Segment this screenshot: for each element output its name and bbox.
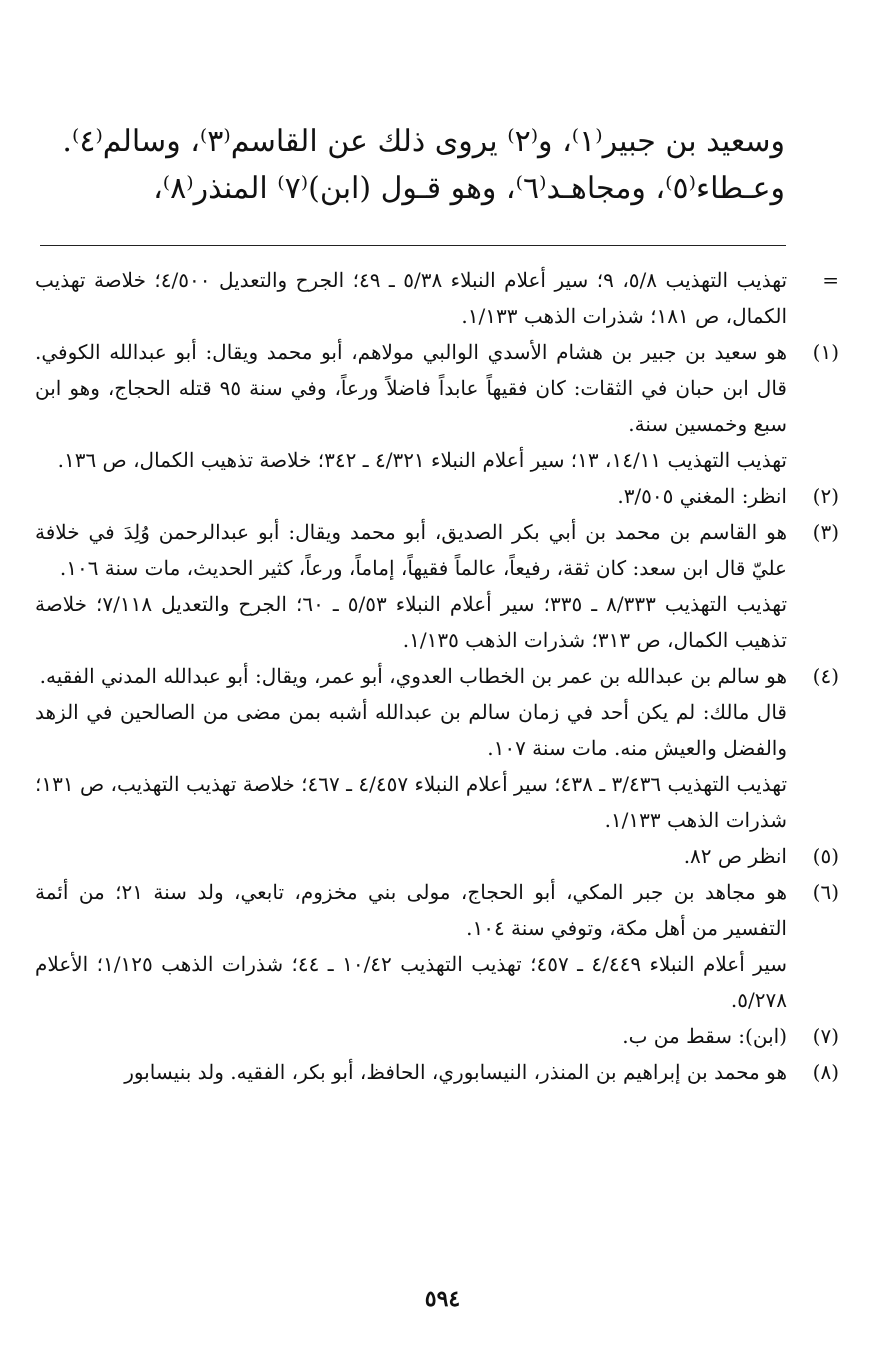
page-number: ٥٩٤	[424, 1286, 461, 1312]
footnote-1	[35, 334, 839, 478]
footnote-8	[35, 1054, 839, 1090]
footnote-paragraph: انظر ص ٨٢.	[683, 844, 787, 868]
footnote-paragraph: هو محمد بن إبراهيم بن المنذر، النيسابوري، الحافظ، أبو بكر، الفقيه. ولد بنيسابور	[124, 1060, 787, 1084]
footnote-marker: (٨)	[812, 1060, 839, 1084]
footnote-marker: (٧)	[812, 1024, 839, 1048]
footnote-2	[35, 478, 839, 514]
footnote-marker: (٢)	[812, 484, 839, 508]
footnote-divider	[40, 245, 786, 246]
footnote-marker: (٥)	[812, 844, 839, 868]
footnote-paragraph: انظر: المغني ٣/٥٠٥.	[617, 484, 787, 508]
footnote-marker: (٤)	[812, 664, 839, 688]
footnote-paragraph: سير أعلام النبلاء ٤/٤٤٩ ـ ٤٥٧؛ تهذيب التهذيب ١٠/٤٢ ـ ٤٤؛ شذرات الذهب ١/١٢٥؛ الأعلام ٥/٢٧٨.	[35, 952, 788, 1012]
footnote-6	[35, 874, 839, 1018]
footnote-marker: =	[822, 268, 839, 292]
footnote-5	[35, 838, 839, 874]
footnotes	[35, 262, 839, 1090]
footnote-paragraph: تهذيب التهذيب ٣/٤٣٦ ـ ٤٣٨؛ سير أعلام النبلاء ٤/٤٥٧ ـ ٤٦٧؛ خلاصة تهذيب التهذيب، ص ١٣١؛ شذرات الذهب ١/١٣٣.	[35, 772, 788, 832]
footnote-paragraph: تهذيب التهذيب ٨/٣٣٣ ـ ٣٣٥؛ سير أعلام النبلاء ٥/٥٣ ـ ٦٠؛ الجرح والتعديل ٧/١١٨؛ خلاصة تذهيب الكمال، ص ٣١٣؛ شذرات الذهب ١/١٣٥.	[35, 592, 788, 652]
footnote-marker: (١)	[812, 340, 839, 364]
footnote-4	[35, 658, 839, 838]
footnote-marker: (٣)	[812, 520, 839, 544]
main-text-line: وسعيد بن جبير⁽١⁾، و⁽٢⁾ يروى ذلك عن القاسم⁽٣⁾، وسالم⁽٤⁾.	[62, 124, 785, 159]
footnote-marker: (٦)	[812, 880, 839, 904]
footnote-3	[35, 514, 839, 658]
footnote-paragraph: تهذيب التهذيب ١٤/١١، ١٣؛ سير أعلام النبلاء ٤/٣٢١ ـ ٣٤٢؛ خلاصة تذهيب الكمال، ص ١٣٦.	[57, 448, 787, 472]
footnote-paragraph: تهذيب التهذيب ٥/٨، ٩؛ سير أعلام النبلاء ٥/٣٨ ـ ٤٩؛ الجرح والتعديل ٤/٥٠٠؛ خلاصة تهذيب الكمال، ص ١٨١؛ شذرات الذهب ١/١٣٣.	[35, 268, 788, 328]
footnote-paragraph: هو مجاهد بن جبر المكي، أبو الحجاج، مولى بني مخزوم، تابعي، ولد سنة ٢١؛ من أئمة التفسير من أهل مكة، وتوفي سنة ١٠٤.	[35, 880, 787, 940]
footnote-7	[35, 1018, 839, 1054]
footnote-paragraph: هو سعيد بن جبير بن هشام الأسدي الوالبي مولاهم، أبو محمد ويقال: أبو عبدالله الكوفي. قال ابن حبان في الثقات: كان فقيهاً عابداً فاضلاً ورعاً، وفي سنة ٩٥ قتله الحجاج، وهو ابن سبع وخمسين سنة.	[35, 340, 787, 436]
footnote-paragraph: هو القاسم بن محمد بن أبي بكر الصديق، أبو محمد ويقال: أبو عبدالرحمن وُلِدَ في خلافة عليّ قال ابن سعد: كان ثقة، رفيعاً، عالماً فقيهاً، إماماً، ورعاً، كثير الحديث، مات سنة ١٠٦.	[35, 520, 787, 580]
footnote-paragraph: هو سالم بن عبدالله بن عمر بن الخطاب العدوي، أبو عمر، ويقال: أبو عبدالله المدني الفقيه.	[39, 664, 787, 688]
footnote-paragraph: قال مالك: لم يكن أحد في زمان سالم بن عبدالله أشبه بمن مضى من الصالحين في الزهد والفضل والعيش منه. مات سنة ١٠٧.	[35, 700, 787, 760]
main-text-line: وعـطاء⁽٥⁾، ومجاهـد⁽٦⁾، وهو قـول (ابن)⁽٧⁾ المنذر⁽٨⁾،	[153, 171, 785, 206]
footnote-paragraph: (ابن): سقط من ب.	[622, 1024, 787, 1048]
main-text	[62, 118, 785, 212]
footnote-continued	[35, 262, 839, 334]
